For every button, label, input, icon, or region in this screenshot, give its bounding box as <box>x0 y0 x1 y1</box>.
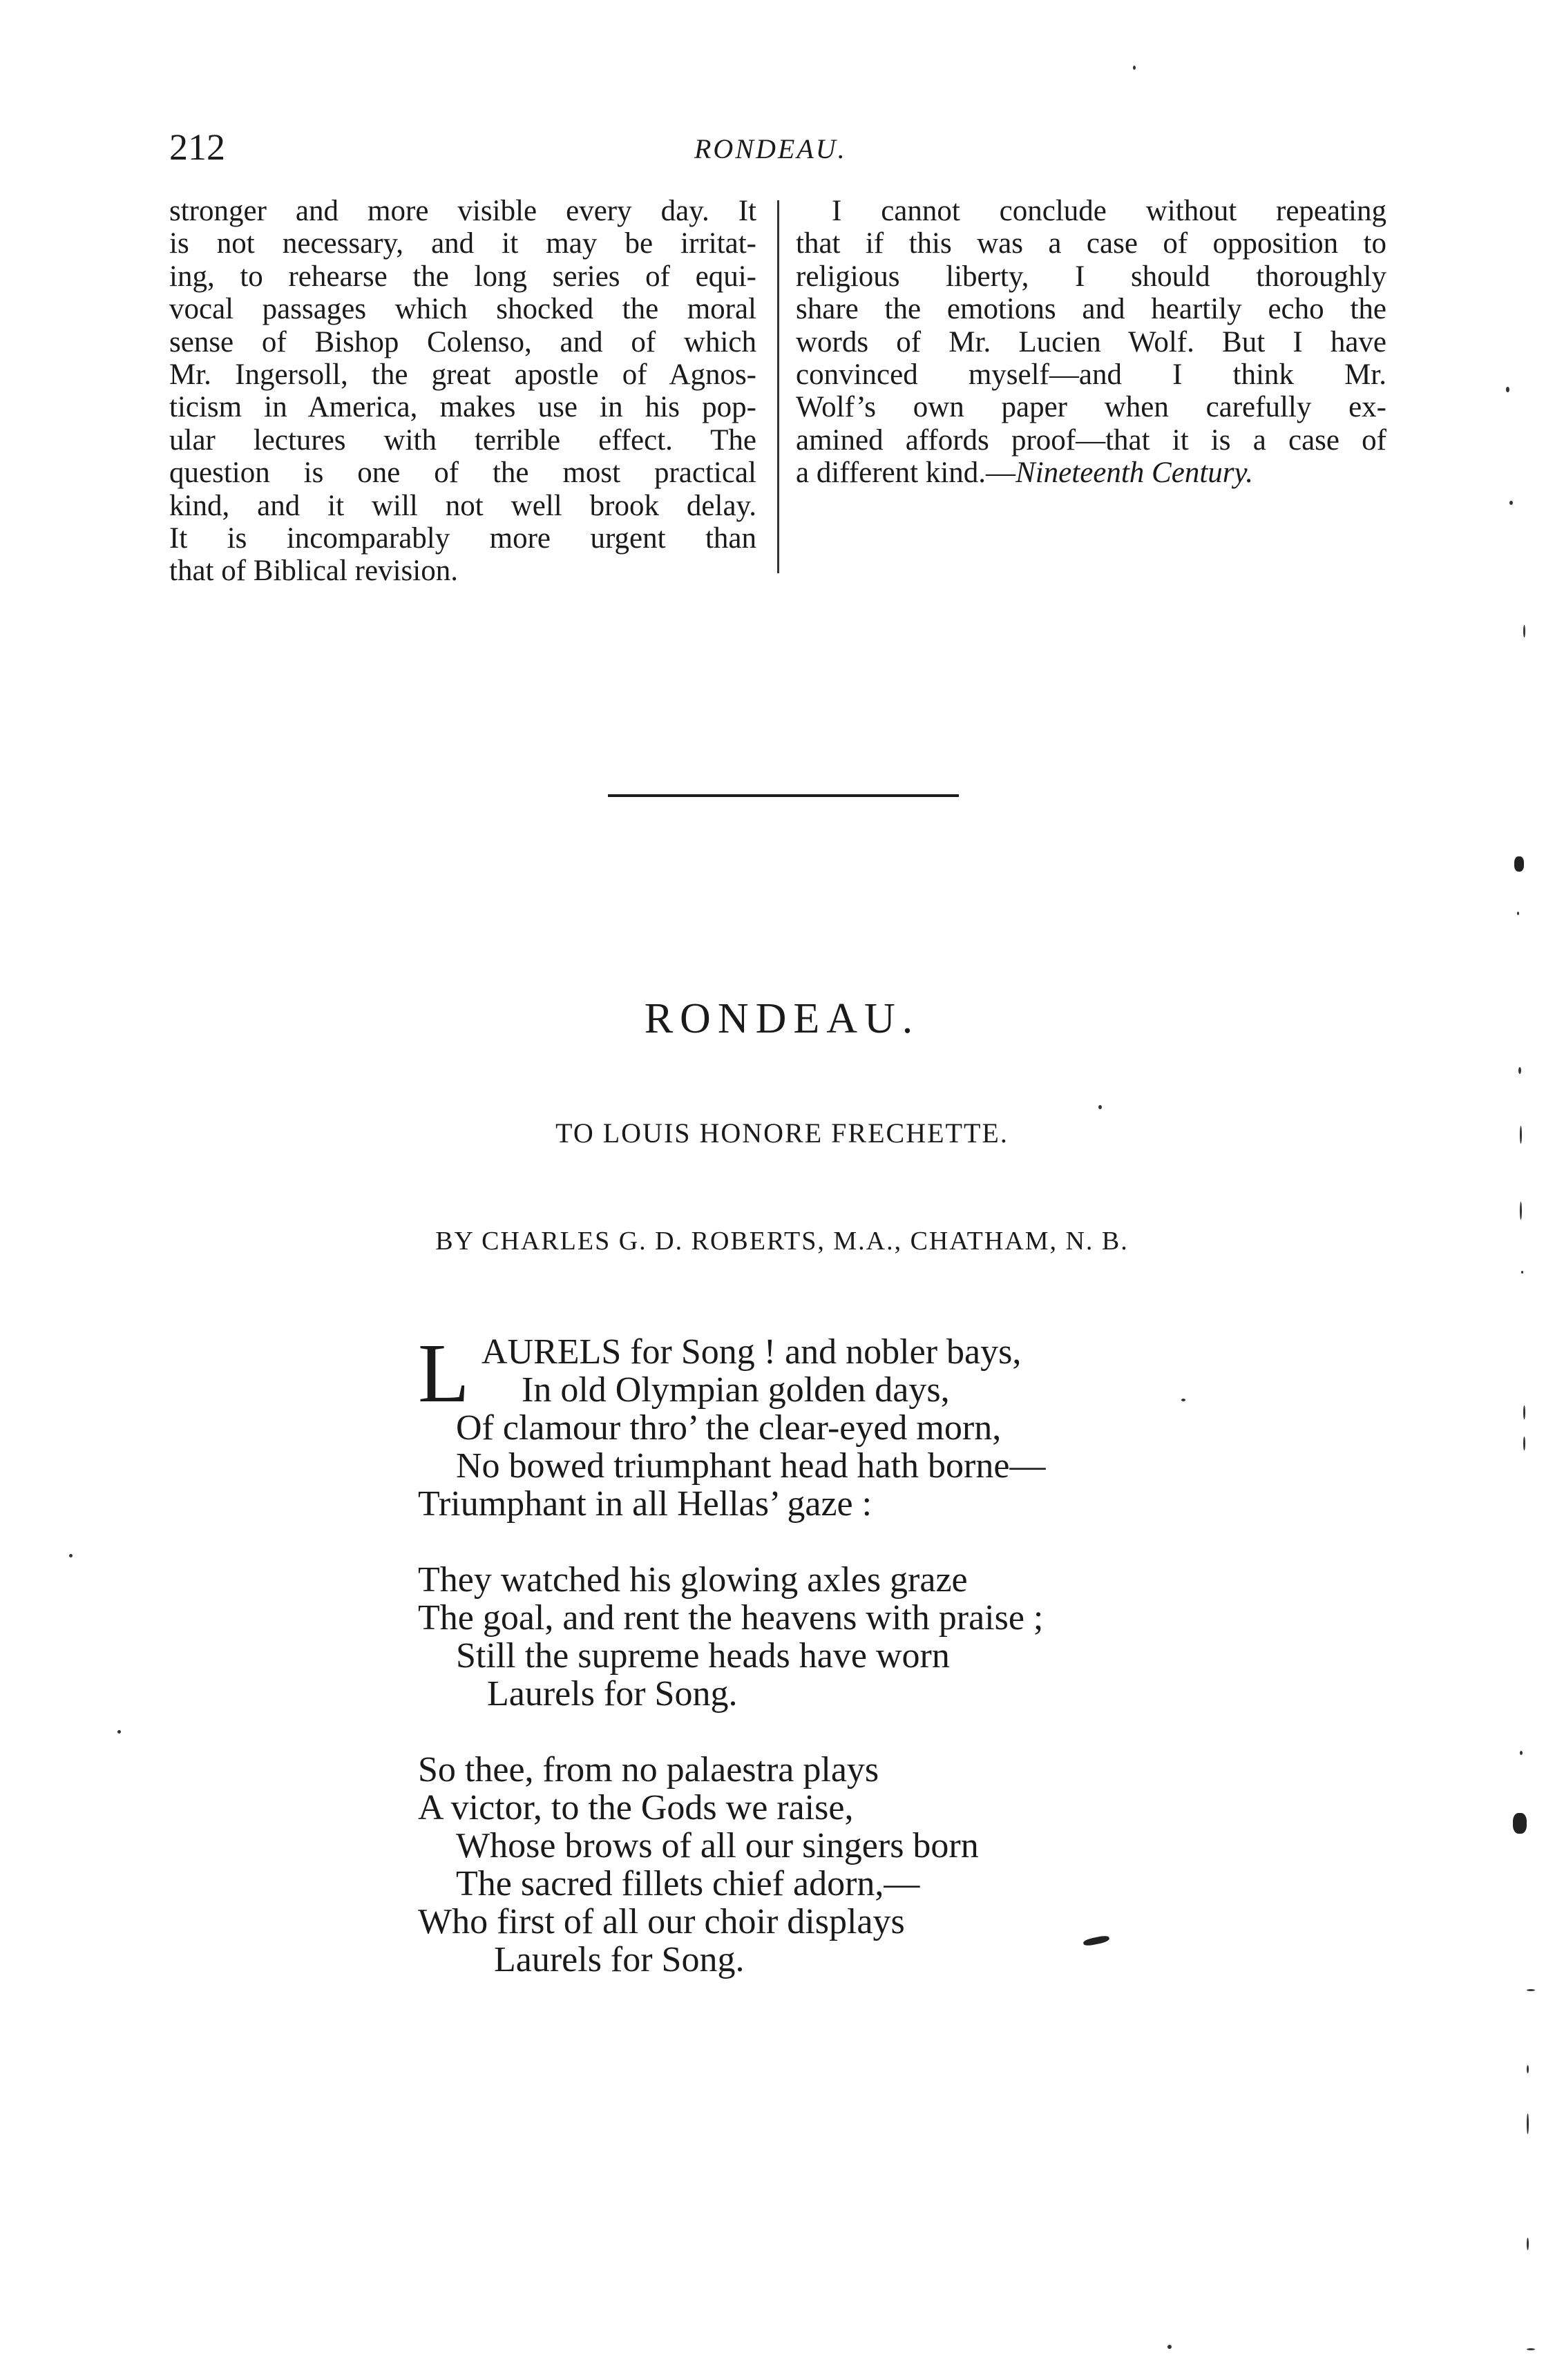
last-line-text: a different kind.— <box>796 457 1016 490</box>
scan-blot <box>1083 1935 1109 1947</box>
poem-line: So thee, from no palaestra plays <box>418 1750 879 1789</box>
text-line: ticism in America, makes use in his pop- <box>169 391 756 424</box>
scan-speck <box>1527 1989 1535 1991</box>
poem-author: BY CHARLES G. D. ROBERTS, M.A., CHATHAM, N. B. <box>435 1227 1129 1256</box>
poem-line: Who first of all our choir displays <box>418 1902 905 1941</box>
text-line: question is one of the most practical <box>169 457 756 490</box>
text-line: ing, to rehearse the long series of equi- <box>169 260 756 293</box>
poem-line: Laurels for Song. <box>487 1674 738 1714</box>
source-citation: Nineteenth Century. <box>1015 457 1253 490</box>
text-line: I cannot conclude without repeating <box>832 195 1386 227</box>
scan-speck <box>1523 625 1525 637</box>
scan-speck <box>1527 2348 1535 2350</box>
scan-speck <box>1527 2238 1529 2250</box>
scan-speck <box>1523 1437 1525 1450</box>
poem-line: They watched his glowing axles graze <box>418 1560 968 1600</box>
scan-speck <box>1518 1067 1521 1074</box>
text-line: Mr. Ingersoll, the great apostle of Agnos- <box>169 358 756 392</box>
scan-speck <box>1521 1271 1523 1274</box>
scan-speck <box>1133 66 1136 70</box>
article-right-column <box>796 195 1386 490</box>
scan-speck <box>1506 387 1509 392</box>
text-line: stronger and more visible every day. It <box>169 195 756 227</box>
scan-speck <box>1520 1202 1522 1220</box>
poem-line: Whose brows of all our singers born <box>456 1826 979 1865</box>
poem-dedication: TO LOUIS HONORE FRECHETTE. <box>555 1117 1009 1149</box>
article-left-column <box>169 195 756 588</box>
stanza-2 <box>418 1561 1045 1713</box>
text-line: that of Biblical revision. <box>169 555 458 588</box>
text-line: words of Mr. Lucien Wolf. But I have <box>796 325 1386 358</box>
text-line: amined affords proof—that it is a case of <box>796 423 1386 457</box>
text-line: share the emotions and heartily echo the <box>796 293 1386 326</box>
scan-speck <box>1523 1405 1525 1419</box>
scan-blot <box>1513 1813 1527 1834</box>
text-line: vocal passages which shocked the moral <box>169 293 756 326</box>
scan-speck <box>1520 1126 1522 1144</box>
text-line: that if this was a case of opposition to <box>796 227 1386 260</box>
scan-speck <box>1098 1105 1102 1109</box>
poem-line: A victor, to the Gods we raise, <box>418 1788 854 1827</box>
scan-speck <box>1527 2065 1529 2073</box>
scan-speck <box>1509 501 1513 505</box>
poem-line: In old Olympian golden days, <box>522 1370 950 1410</box>
scan-speck <box>1520 1751 1523 1755</box>
poem-line: Triumphant in all Hellas’ gaze : <box>418 1484 872 1524</box>
scan-speck <box>1527 2113 1529 2134</box>
poem-line: The goal, and rent the heavens with praise ; <box>418 1598 1044 1638</box>
scan-speck <box>1167 2345 1172 2349</box>
poem-title: RONDEAU. <box>644 995 920 1042</box>
text-line: is not necessary, and it may be irritat- <box>169 227 756 260</box>
text-line: Wolf’s own paper when carefully ex- <box>796 391 1386 424</box>
running-title: RONDEAU. <box>694 133 847 164</box>
stanza-3 <box>418 1751 1045 1979</box>
scan-speck <box>1517 912 1519 915</box>
text-line: religious liberty, I should thoroughly <box>796 260 1386 293</box>
section-divider <box>608 794 959 797</box>
poem-line: The sacred fillets chief adorn,— <box>456 1864 920 1903</box>
text-line: ular lectures with terrible effect. The <box>169 423 756 457</box>
poem-line: Of clamour thro’ the clear-eyed morn, <box>456 1408 1002 1448</box>
drop-cap: L <box>418 1327 470 1420</box>
poem-body <box>418 1327 1046 2017</box>
page-number: 212 <box>169 126 225 168</box>
scan-speck <box>1181 1399 1185 1401</box>
text-line <box>796 457 1386 489</box>
poem-line: No bowed triumphant head hath borne— <box>456 1446 1046 1486</box>
poem-line: Still the supreme heads have worn <box>456 1636 950 1676</box>
column-divider <box>777 200 779 573</box>
scan-speck <box>117 1730 121 1734</box>
text-line: convinced myself—and I think Mr. <box>796 358 1386 392</box>
poem-line: AURELS for Song ! and nobler bays, <box>481 1332 1022 1372</box>
scan-blot <box>1514 856 1524 872</box>
stanza-1 <box>418 1327 1046 1524</box>
scan-speck <box>69 1554 73 1557</box>
poem-line: Laurels for Song. <box>494 1940 745 1979</box>
text-line: sense of Bishop Colenso, and of which <box>169 325 756 358</box>
text-line: kind, and it will not well brook delay. <box>169 489 756 522</box>
text-line: It is incomparably more urgent than <box>169 522 756 555</box>
